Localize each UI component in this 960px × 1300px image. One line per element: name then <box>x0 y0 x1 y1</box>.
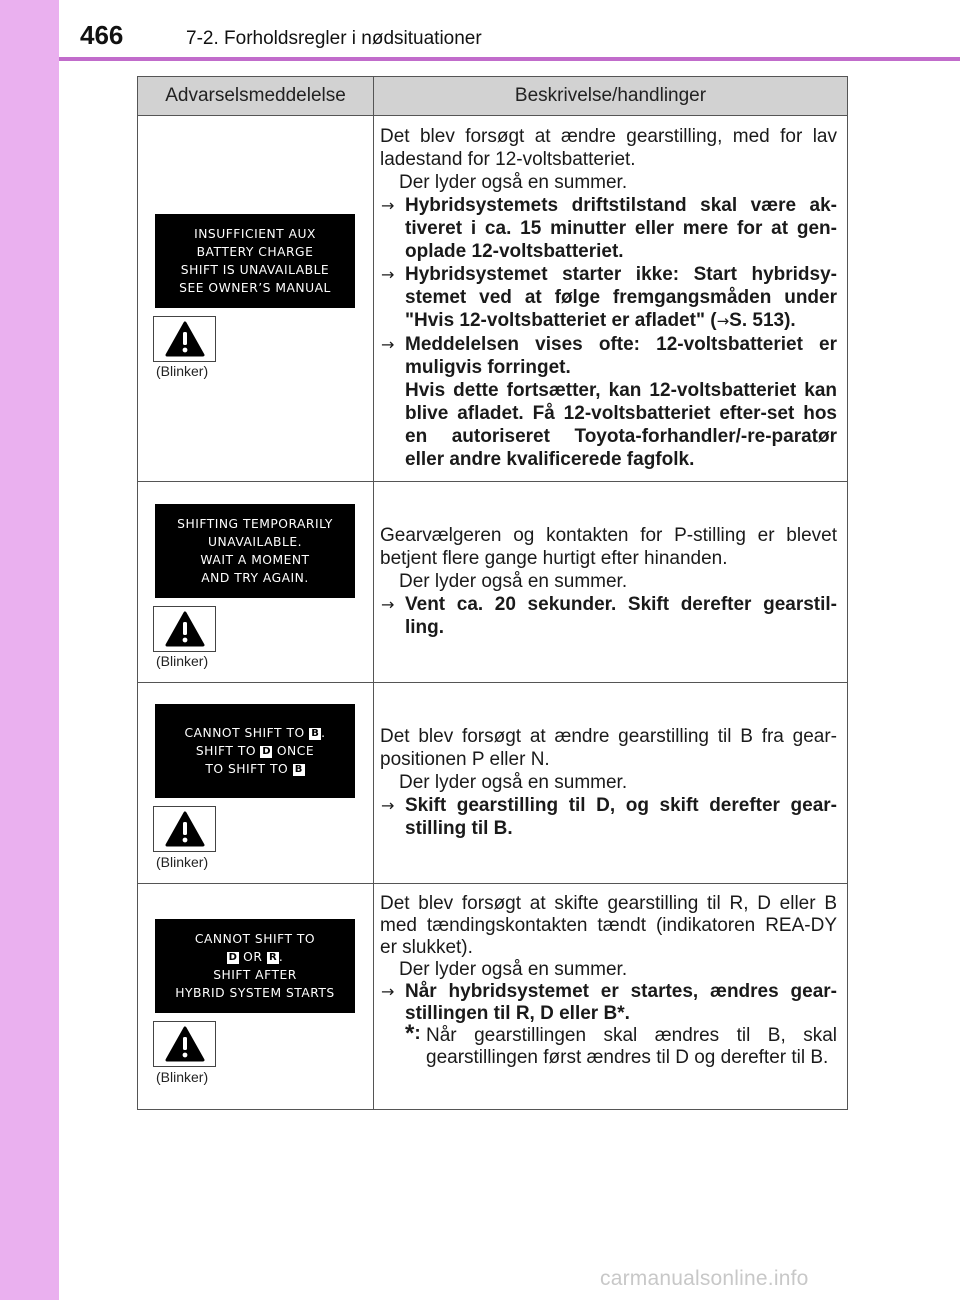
display-line: BATTERY CHARGE <box>196 245 314 259</box>
warning-message-display <box>155 704 355 798</box>
warning-triangle-icon <box>165 321 205 357</box>
warning-indicator <box>153 1021 216 1067</box>
cause-text: Det blev forsøgt at skifte gearstilling til R, D eller B med tændingskontakten tændt (indikatoren REA-DY er slukket). <box>380 893 837 958</box>
display-line: SHIFT TO D ONCE <box>195 744 315 758</box>
display-line: SEE OWNER’S MANUAL <box>179 281 331 295</box>
description-cell <box>374 683 848 884</box>
arrow-icon: → <box>381 982 395 1001</box>
action-item: → Skift gearstilling til D, og skift derefter gear-stilling til B. <box>381 795 837 839</box>
arrow-icon: → <box>381 595 395 614</box>
cause-text: Det blev forsøgt at ændre gearstilling til B fra gear-positionen P eller N. <box>380 726 837 770</box>
action-item: → Hybridsystemets driftstilstand skal være ak-tiveret i ca. 15 minutter eller mere for at gen-oplade 12-voltsbatteriet. <box>381 195 837 262</box>
display-line: SHIFT AFTER <box>213 968 297 982</box>
gear-d-icon: D <box>228 952 237 963</box>
arrow-icon: → <box>381 335 395 354</box>
section-title: 7-2. Forholdsregler i nødsituationer <box>186 28 482 49</box>
buzzer-note: Der lyder også en summer. <box>399 571 628 592</box>
page-ref-arrow-icon: → <box>716 312 730 330</box>
page-number: 466 <box>80 20 124 50</box>
display-line: WAIT A MOMENT <box>200 553 310 567</box>
arrow-icon: → <box>381 196 395 215</box>
message-cell <box>138 884 374 1110</box>
cause-text: Det blev forsøgt at ændre gearstilling, med for lav ladestand for 12-voltsbatteriet. <box>380 126 837 170</box>
table-row <box>138 683 848 884</box>
table-header-row <box>138 77 848 116</box>
description-cell <box>374 482 848 683</box>
cause-text: Gearvælgeren og kontakten for P-stilling er blevet betjent flere gange hurtigt efter hinanden. <box>380 525 837 569</box>
display-line: TO SHIFT TO B <box>205 760 304 778</box>
header-divider <box>59 57 960 61</box>
blink-label: (Blinker) <box>156 653 209 669</box>
table-row <box>138 116 848 482</box>
arrow-icon: → <box>381 265 395 284</box>
buzzer-note: Der lyder også en summer. <box>399 959 628 980</box>
description-cell <box>374 884 848 1110</box>
footer-watermark: carmanualsonline.info <box>600 1267 809 1290</box>
buzzer-note: Der lyder også en summer. <box>399 172 628 193</box>
warning-message-display <box>155 919 355 1013</box>
gear-b-icon: B <box>293 764 305 776</box>
table-row <box>138 884 848 1110</box>
arrow-icon: → <box>381 796 395 815</box>
warning-message-display <box>155 214 355 308</box>
display-line: SHIFT IS UNAVAILABLE <box>180 263 330 277</box>
message-cell <box>138 482 374 683</box>
footnote-asterisk: *: <box>405 1020 421 1047</box>
column-header-description: Beskrivelse/handlinger <box>374 77 848 116</box>
warning-message-display <box>155 504 355 598</box>
display-line: UNAVAILABLE. <box>208 535 302 549</box>
table-row <box>138 482 848 683</box>
blink-label: (Blinker) <box>156 363 209 379</box>
description-cell <box>374 116 848 482</box>
action-item: → Meddelelsen vises ofte: 12-voltsbatteriet er muligvis forringet. <box>381 334 837 378</box>
gear-d-icon: D <box>262 746 271 757</box>
warning-triangle-icon <box>165 1026 205 1062</box>
display-line: HYBRID SYSTEM STARTS <box>175 986 335 1000</box>
column-header-message: Advarselsmeddelelse <box>138 77 374 116</box>
warning-indicator <box>153 806 216 852</box>
warning-messages-table <box>137 76 848 1110</box>
display-line: D OR R . <box>228 950 284 964</box>
warning-triangle-icon <box>165 611 205 647</box>
warning-indicator <box>153 316 216 362</box>
display-line: CANNOT SHIFT TO <box>194 932 316 946</box>
message-cell <box>138 116 374 482</box>
footnote: *: Når gearstillingen skal ændres til B, skal gearstillingen først ændres til D og derefter til B. <box>405 1020 837 1068</box>
side-tab-strip <box>0 0 59 1300</box>
display-line: CANNOT SHIFT TO B . <box>184 726 326 740</box>
buzzer-note: Der lyder også en summer. <box>399 772 628 793</box>
gear-r-icon: R <box>267 952 279 964</box>
gear-b-icon: B <box>309 728 321 740</box>
display-line: AND TRY AGAIN. <box>201 571 309 585</box>
action-item: → Vent ca. 20 sekunder. Skift derefter gearstil-ling. <box>381 594 837 638</box>
blink-label: (Blinker) <box>156 854 209 870</box>
page-reference[interactable]: S. 513). <box>729 310 796 331</box>
warning-triangle-icon <box>165 811 205 847</box>
display-line: INSUFFICIENT AUX <box>194 227 316 241</box>
footnote-mark: *. <box>617 1003 630 1024</box>
action-item: → Når hybridsystemet er startes, ændres gear-stillingen til R, D eller B*. <box>381 981 837 1024</box>
warning-indicator <box>153 606 216 652</box>
action-item: → Hybridsystemet starter ikke: Start hybridsy-stemet ved at følge fremgangsmåden under "Hvis 12-voltsbatteriet er afladet" (→S. 513). <box>381 264 837 331</box>
action-continuation: Hvis dette fortsætter, kan 12-voltsbatteriet kan blive afladet. Få 12-voltsbatteriet efter-set hos en autoriseret Toyota-forhandler/-re-paratør eller andre kvalificerede fagfolk. <box>405 380 837 470</box>
blink-label: (Blinker) <box>156 1069 209 1085</box>
message-cell <box>138 683 374 884</box>
display-line: SHIFTING TEMPORARILY <box>177 517 333 531</box>
